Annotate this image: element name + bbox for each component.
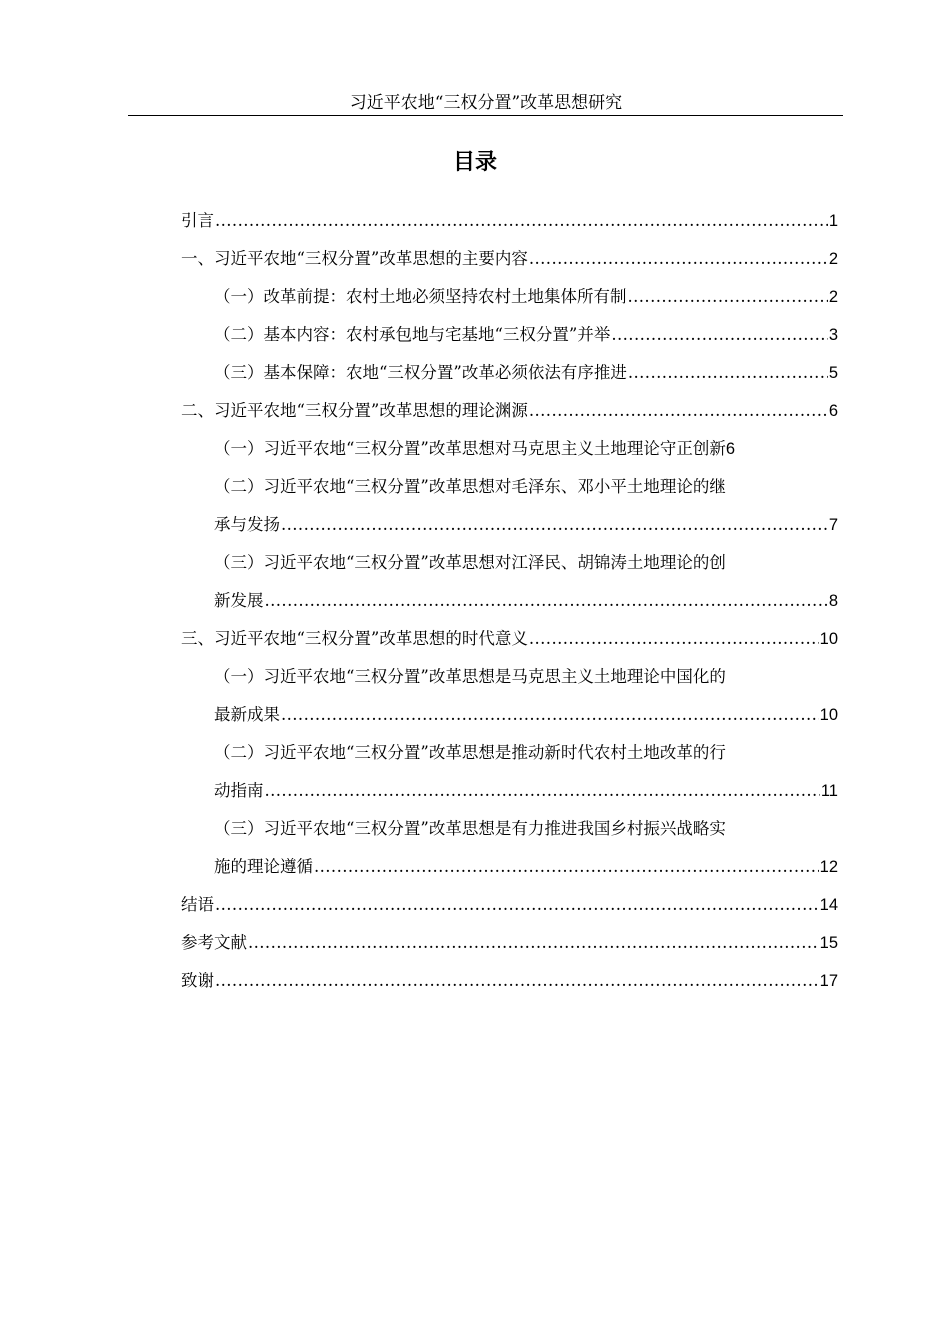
- toc-page-number: 15: [819, 934, 838, 952]
- toc-entry-section-2-2[interactable]: [181, 468, 838, 544]
- toc-entry-section-3[interactable]: [181, 620, 838, 658]
- toc-page-number: 17: [819, 972, 838, 990]
- toc-page-number: 10: [819, 630, 838, 648]
- toc-leader-dots: [529, 240, 828, 278]
- running-header: 习近平农地“三权分置”改革思想研究: [349, 93, 623, 113]
- toc-entry-text-line2: 最新成果: [214, 705, 280, 724]
- page-title: 目录: [452, 150, 497, 175]
- toc-entry-section-3-1[interactable]: [181, 658, 838, 734]
- toc-leader-dots: [248, 924, 819, 962]
- toc-entry-text: 一、习近平农地“三权分置”改革思想的主要内容: [181, 249, 528, 268]
- toc-entry-references[interactable]: [181, 924, 838, 962]
- toc-page-number: 3: [828, 326, 838, 344]
- toc-page-number: 6: [828, 402, 838, 420]
- toc-leader-dots: [529, 620, 819, 658]
- toc-entry-text: 参考文献: [181, 933, 247, 952]
- toc-page-number: 6: [725, 440, 736, 458]
- toc-leader-dots: [628, 278, 828, 316]
- toc-page-number: 12: [819, 858, 838, 876]
- toc-entry-text: 二、习近平农地“三权分置”改革思想的理论渊源: [181, 401, 528, 420]
- toc-entry-text-line1: （二）习近平农地“三权分置”改革思想是推动新时代农村土地改革的行: [214, 743, 726, 762]
- toc-page-number: 14: [819, 896, 838, 914]
- toc-entry-section-1-2[interactable]: [181, 316, 838, 354]
- toc-leader-dots: [265, 582, 828, 620]
- toc-entry-section-2-3[interactable]: [181, 544, 838, 620]
- toc-entry-section-2[interactable]: [181, 392, 838, 430]
- toc-entry-section-2-1[interactable]: [181, 430, 838, 468]
- toc-page-number: 2: [828, 288, 838, 306]
- toc-entry-conclusion[interactable]: [181, 886, 838, 924]
- toc-entry-text-line2: 动指南: [214, 781, 264, 800]
- toc-entry-acknowledgements[interactable]: [181, 962, 838, 1000]
- toc-leader-dots: [628, 354, 828, 392]
- toc-entry-text: （三）基本保障：农地“三权分置”改革必须依法有序推进: [214, 363, 627, 382]
- toc-page-number: 8: [828, 592, 838, 610]
- toc-entry-text-line1: （二）习近平农地“三权分置”改革思想对毛泽东、邓小平土地理论的继: [214, 477, 726, 496]
- toc-leader-dots: [529, 392, 828, 430]
- toc-page-number: 7: [828, 516, 838, 534]
- toc-page-number: 10: [819, 706, 838, 724]
- toc-entry-text-line2: 新发展: [214, 591, 264, 610]
- toc-entry-section-1[interactable]: [181, 240, 838, 278]
- toc-entry-section-1-3[interactable]: [181, 354, 838, 392]
- toc-entry-text-line2: 承与发扬: [214, 515, 280, 534]
- toc-page-number: 11: [820, 782, 838, 800]
- toc-entry-section-1-1[interactable]: [181, 278, 838, 316]
- toc-page-number: 1: [828, 212, 838, 230]
- toc-entry-text: 结语: [181, 895, 214, 914]
- toc-leader-dots: [314, 848, 819, 886]
- toc-leader-dots: [215, 886, 819, 924]
- toc-entry-text-line1: （三）习近平农地“三权分置”改革思想是有力推进我国乡村振兴战略实: [214, 819, 726, 838]
- toc-entry-section-3-2[interactable]: [181, 734, 838, 810]
- toc-entry-text: 引言: [181, 211, 214, 230]
- table-of-contents: [181, 202, 838, 1000]
- toc-leader-dots: [611, 316, 827, 354]
- toc-leader-dots: [215, 962, 819, 1000]
- toc-leader-dots: [281, 506, 828, 544]
- header-rule: [128, 115, 843, 116]
- toc-leader-dots: [215, 202, 828, 240]
- toc-entry-text-line1: （三）习近平农地“三权分置”改革思想对江泽民、胡锦涛土地理论的创: [214, 553, 726, 572]
- toc-page-number: 5: [828, 364, 838, 382]
- toc-entry-text: 三、习近平农地“三权分置”改革思想的时代意义: [181, 629, 528, 648]
- toc-page-number: 2: [828, 250, 838, 268]
- toc-entry-section-3-3[interactable]: [181, 810, 838, 886]
- toc-entry-text: （一）改革前提：农村土地必须坚持农村土地集体所有制: [214, 287, 627, 306]
- toc-entry-text: （一）习近平农地“三权分置”改革思想对马克思主义土地理论守正创新: [214, 439, 726, 458]
- toc-leader-dots: [265, 772, 820, 810]
- toc-leader-dots: [281, 696, 819, 734]
- toc-entry-text-line1: （一）习近平农地“三权分置”改革思想是马克思主义土地理论中国化的: [214, 667, 726, 686]
- toc-entry-text: 致谢: [181, 971, 214, 990]
- toc-entry-text-line2: 施的理论遵循: [214, 857, 313, 876]
- toc-entry-text: （二）基本内容：农村承包地与宅基地“三权分置”并举: [214, 325, 611, 344]
- toc-entry-introduction[interactable]: [181, 202, 838, 240]
